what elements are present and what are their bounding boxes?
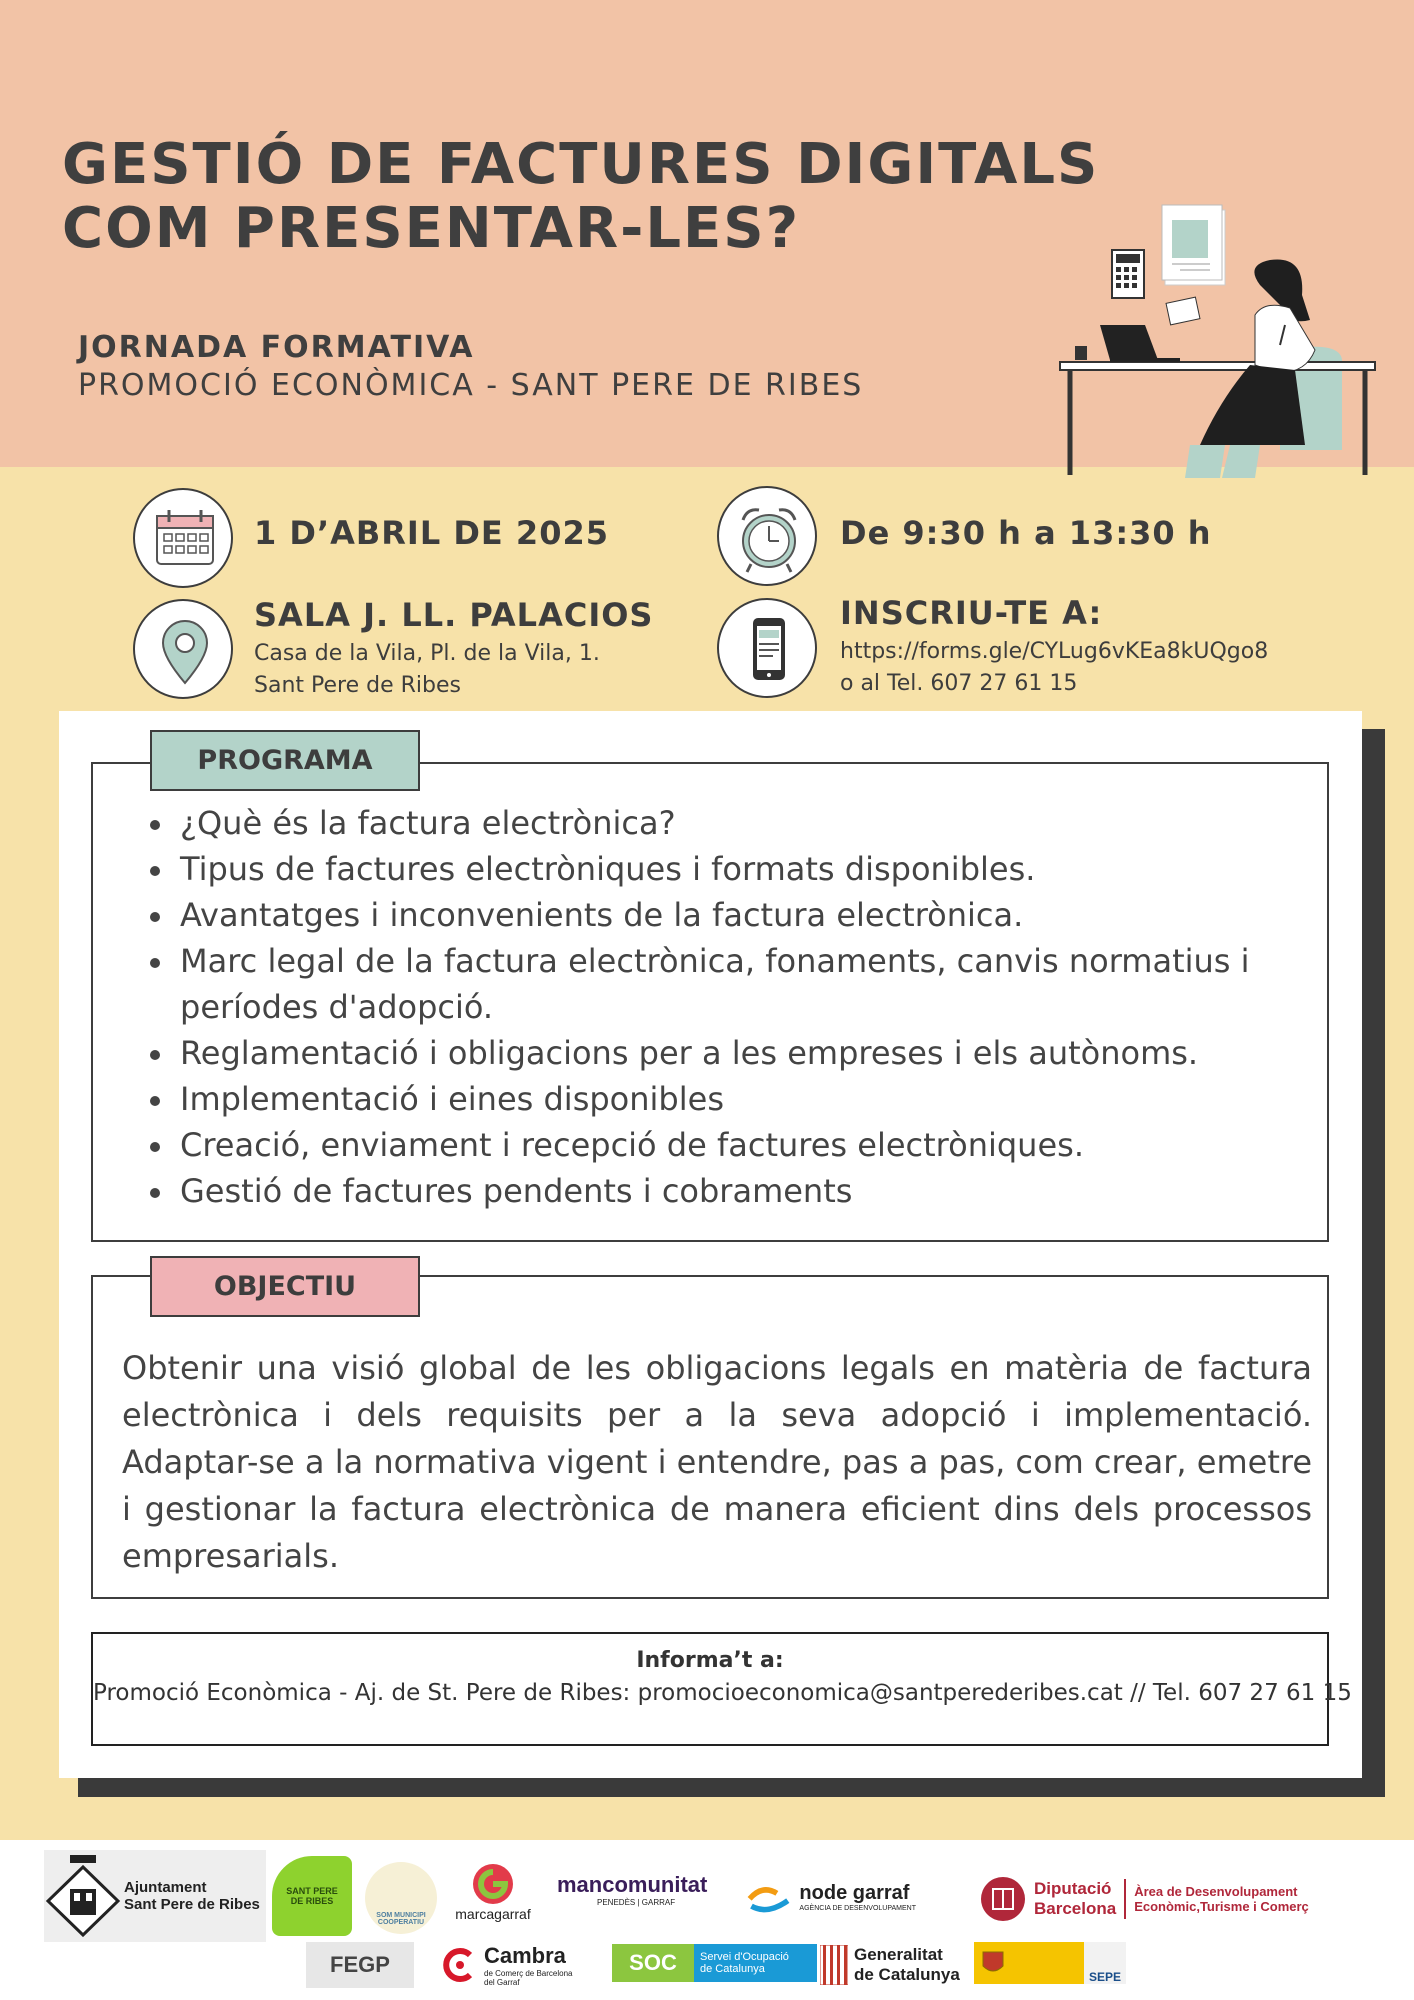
generalitat-logo: [820, 1942, 970, 1988]
sepe-logo: [974, 1942, 1126, 1984]
contact-box: [91, 1632, 1352, 1746]
ministerio-block: [974, 1942, 1084, 1984]
list-item: Gestió de factures pendents i cobraments: [150, 1168, 1300, 1214]
list-item: Avantatges i inconvenients de la factura electrònica.: [150, 892, 1300, 938]
generalitat-line1: Generalitat: [854, 1945, 943, 1964]
divider: [1124, 1879, 1126, 1919]
som-municipi-line1: SOM MUNICIPI: [376, 1912, 426, 1919]
marca-garraf-text: marcagarraf: [455, 1906, 531, 1922]
node-garraf-sub: AGÈNCIA DE DESENVOLUPAMENT: [799, 1905, 916, 1912]
cambra-sub2: del Garraf: [484, 1978, 520, 1987]
senyera-icon: [820, 1945, 848, 1985]
badge-line1: SANT PERE: [286, 1886, 338, 1896]
title-line-1: GESTIÓ DE FACTURES DIGITALS: [62, 132, 1100, 197]
signup-title: INSCRIU-TE A:: [840, 594, 1103, 632]
event-date: 1 D’ABRIL DE 2025: [254, 514, 609, 552]
fegp-logo: [306, 1942, 414, 1988]
subtitle-bold: JORNADA FORMATIVA: [78, 330, 475, 365]
objectiu-tab: OBJECTIU: [150, 1256, 420, 1317]
event-time: De 9:30 h a 13:30 h: [840, 514, 1212, 552]
soc-logo: [612, 1944, 817, 1982]
soc-sub2: de Catalunya: [700, 1963, 765, 1975]
page-title: [62, 133, 1099, 261]
contact-text: Promoció Econòmica - Aj. de St. Pere de Ribes: promocioeconomica@santperederibes.cat // Tel. 607 27 61 15: [93, 1680, 1352, 1706]
smartphone-icon: [717, 598, 817, 698]
cambra-sub1: de Comerç de Barcelona: [484, 1969, 573, 1978]
office-woman-illustration: [1050, 200, 1390, 485]
sepe-text: SEPE: [1088, 1970, 1121, 1984]
diputacio-line1: Diputació: [1034, 1879, 1112, 1898]
heart-icon: [471, 1862, 515, 1906]
contact-title: Informa’t a:: [636, 1648, 784, 1673]
fegp-text: FEGP: [330, 1952, 390, 1977]
mancomunitat-text: mancomunitat: [557, 1872, 708, 1897]
signup-phone: o al Tel. 607 27 61 15: [840, 671, 1078, 696]
venue-town: Sant Pere de Ribes: [254, 673, 461, 698]
marca-garraf-logo: [449, 1862, 537, 1942]
list-item: Reglamentació i obligacions per a les empreses i els autònoms.: [150, 1030, 1300, 1076]
node-garraf-text: node garraf: [799, 1882, 910, 1904]
node-garraf-logo: [746, 1874, 916, 1920]
list-item: Creació, enviament i recepció de factures electròniques.: [150, 1122, 1300, 1168]
som-municipi-logo: [365, 1862, 437, 1934]
sant-pere-badge-logo: [272, 1856, 352, 1936]
cambra-c-icon: [440, 1945, 480, 1985]
area-line2: Econòmic,Turisme i Comerç: [1134, 1899, 1309, 1914]
location-pin-icon: [133, 599, 233, 699]
soc-sub1: Servei d'Ocupació: [700, 1951, 789, 1963]
venue-address: Casa de la Vila, Pl. de la Vila, 1.: [254, 641, 600, 666]
calendar-icon: [133, 488, 233, 588]
signup-url[interactable]: https://forms.gle/CYLug6vKEa8kUQgo8: [840, 639, 1269, 664]
ajuntament-line1: Ajuntament: [124, 1879, 207, 1896]
spain-shield-icon: [980, 1948, 1006, 1978]
ajuntament-logo: [44, 1850, 266, 1942]
title-line-2: COM PRESENTAR-LES?: [62, 196, 801, 261]
alarm-clock-icon: [717, 486, 817, 586]
diputacio-seal-icon: [978, 1874, 1028, 1924]
venue-name: SALA J. LL. PALACIOS: [254, 596, 654, 634]
wave-icon: [746, 1877, 791, 1917]
diputacio-logo: [978, 1874, 1358, 1924]
mancomunitat-logo: [557, 1872, 717, 1922]
cambra-logo: [440, 1940, 590, 1990]
generalitat-line2: de Catalunya: [854, 1965, 960, 1984]
som-municipi-line2: COOPERATIU: [377, 1919, 425, 1926]
list-item: Marc legal de la factura electrònica, fonaments, canvis normatius i períodes d'adopció.: [150, 938, 1300, 1030]
list-item: Implementació i eines disponibles: [150, 1076, 1300, 1122]
cambra-text: Cambra: [484, 1943, 566, 1968]
mancomunitat-sub: PENEDÈS | GARRAF: [597, 1898, 676, 1907]
badge-line2: DE RIBES: [290, 1896, 334, 1906]
objectiu-text: Obtenir una visió global de les obligacions legals en matèria de factura electrònica i dels requisits per a la seva adopció i implementació. Adaptar-se a la normativa vigent i entendre, pas a pas, com crear, emetre i gestionar la factura electrònica de manera eficient dins dels processos empresarials.: [122, 1349, 1312, 1575]
diputacio-line2: Barcelona: [1034, 1899, 1117, 1918]
list-item: Tipus de factures electròniques i formats disponibles.: [150, 846, 1300, 892]
subtitle: PROMOCIÓ ECONÒMICA - SANT PERE DE RIBES: [78, 368, 864, 403]
soc-text: SOC: [629, 1950, 677, 1975]
programa-list: [150, 800, 1300, 1214]
programa-tab: PROGRAMA: [150, 730, 420, 791]
list-item: ¿Què és la factura electrònica?: [150, 800, 1300, 846]
ajuntament-line2: Sant Pere de Ribes: [124, 1896, 260, 1913]
area-line1: Àrea de Desenvolupament: [1134, 1884, 1298, 1899]
ajuntament-shield-icon: [44, 1851, 122, 1941]
